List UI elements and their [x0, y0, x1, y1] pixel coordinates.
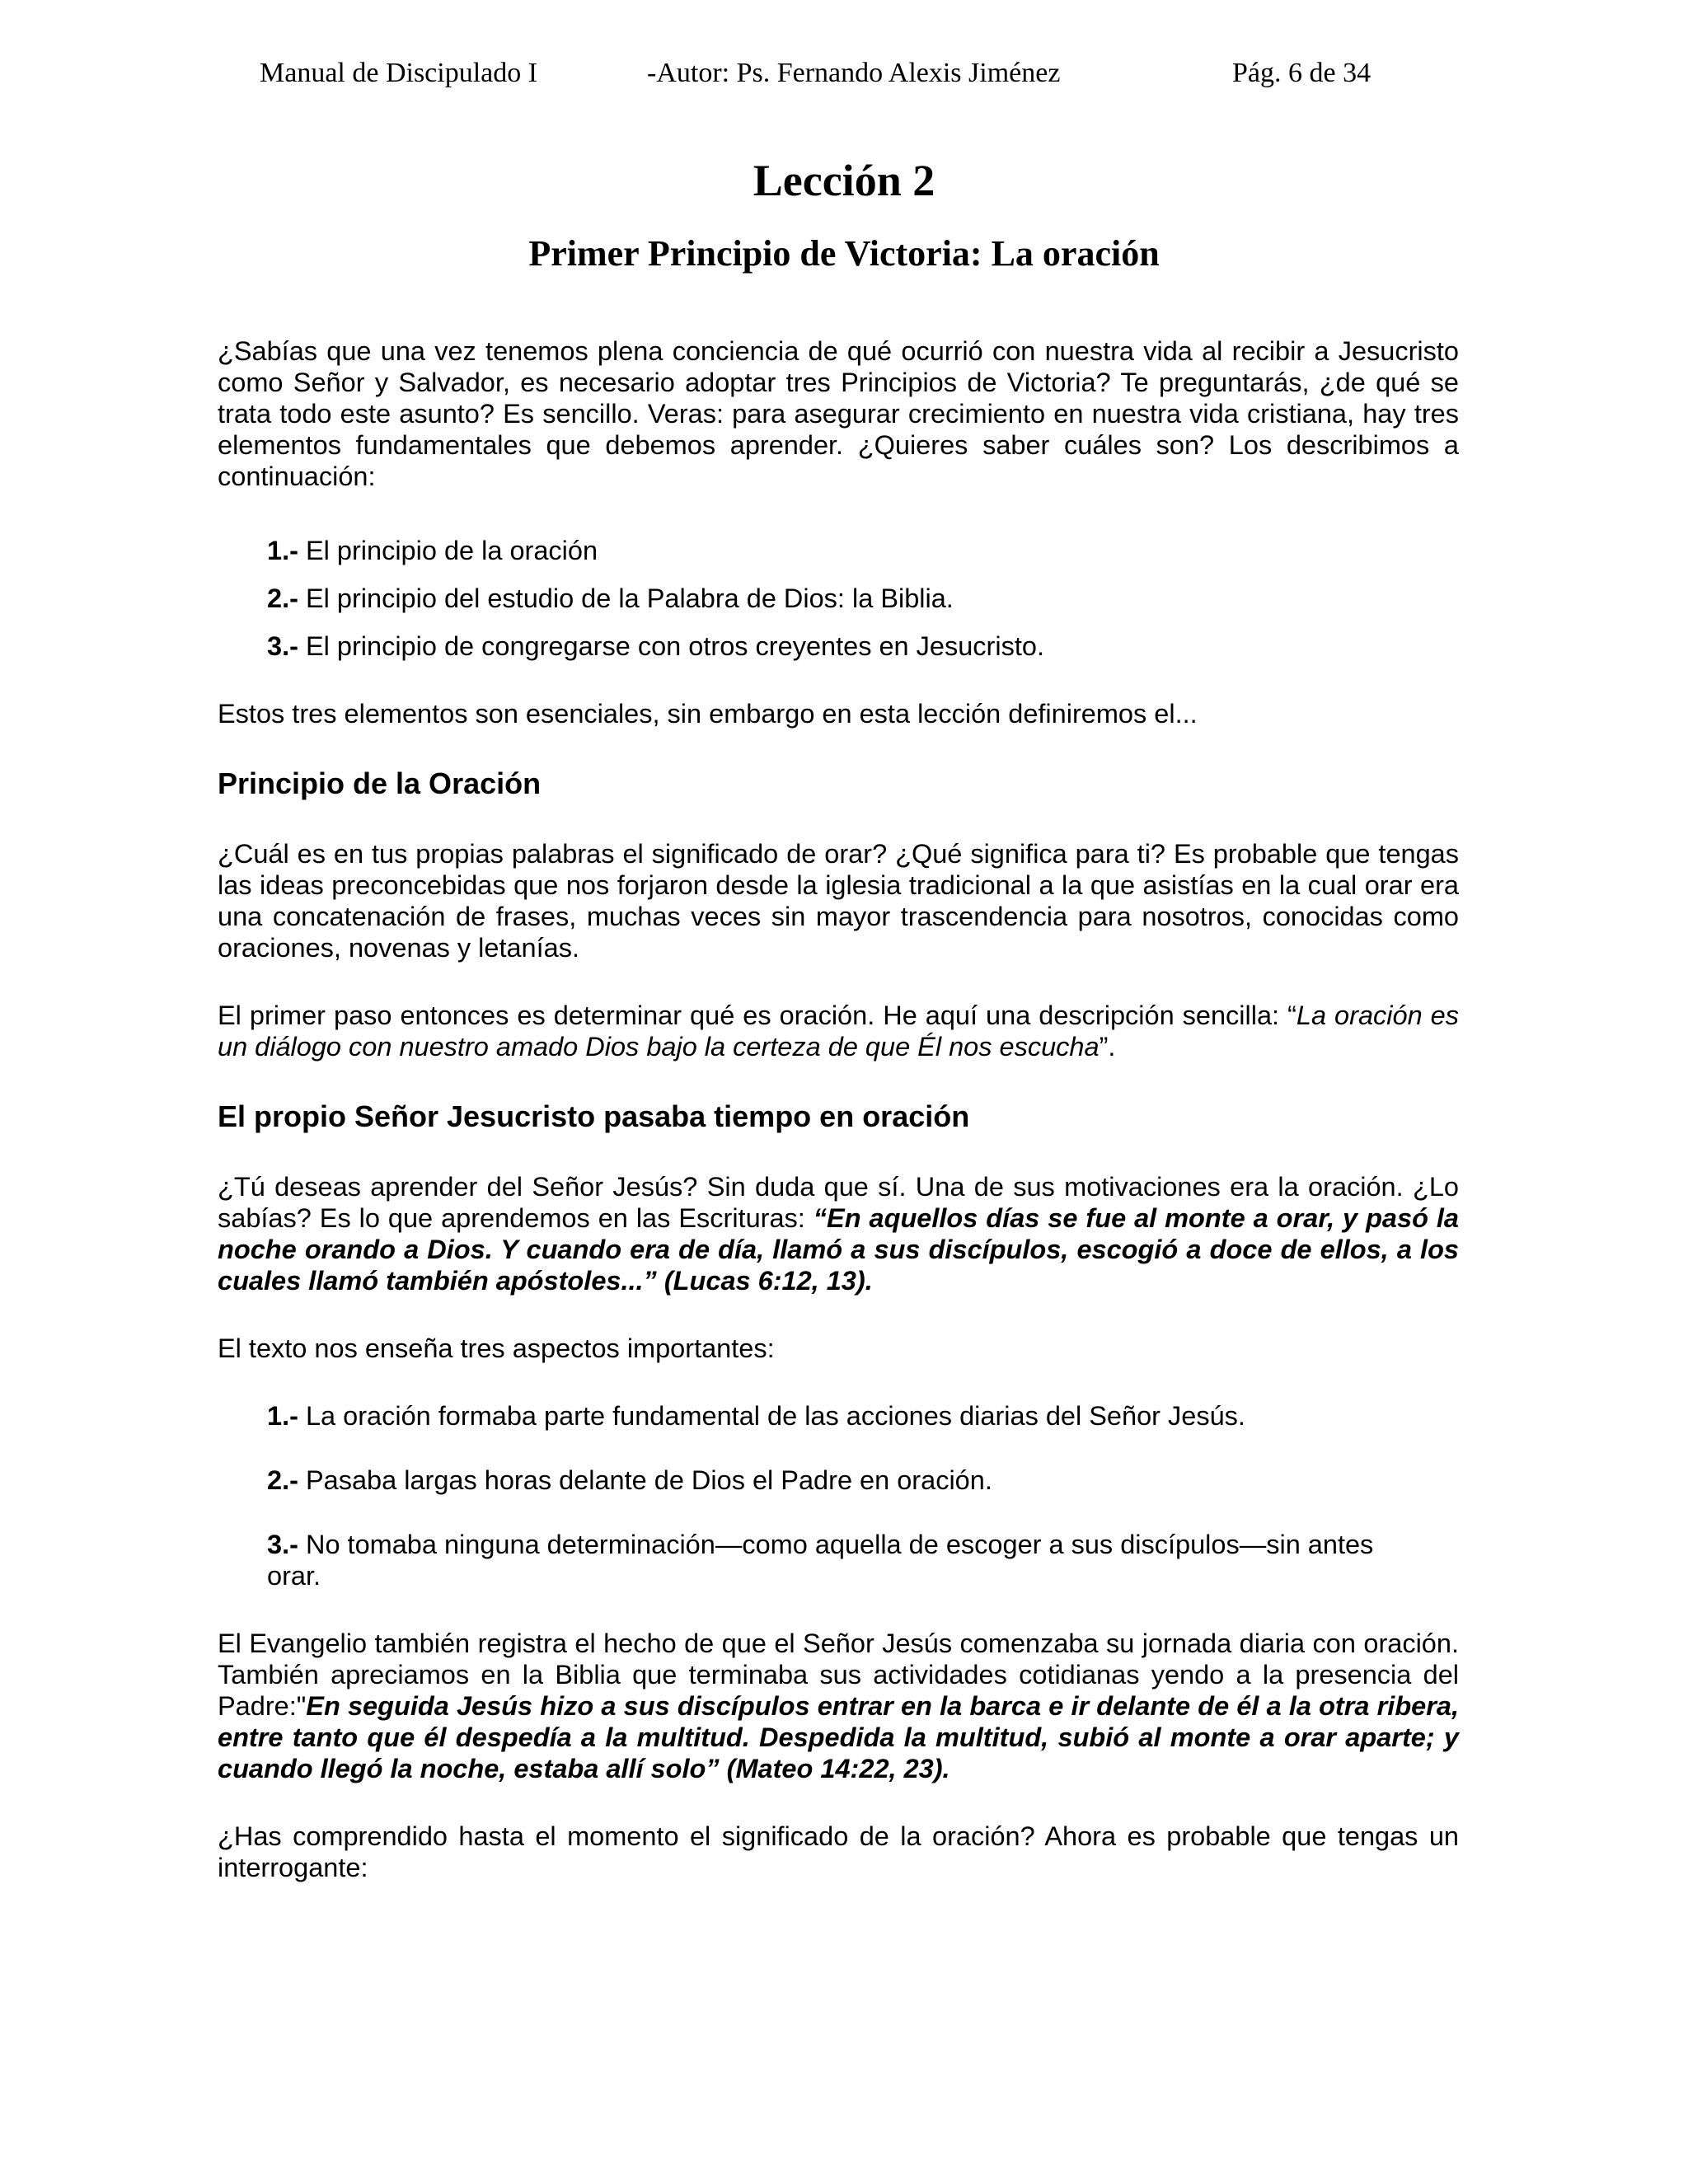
list-text: La oración formaba parte fundamental de las acciones diarias del Señor Jesús. — [298, 1401, 1245, 1431]
luke-paragraph — [218, 1171, 1459, 1296]
matthew-quote: En seguida Jesús hizo a sus discípulos entrar en la barca e ir delante de él a la otra ribera, entre tanto que él despedía a la multitud. Despedida la multitud, subió al monte a orar aparte; y cuando llegó la noche, estaba allí solo” (Mateo 14:22, 23). — [218, 1691, 1459, 1783]
lesson-body — [218, 335, 1459, 1883]
intro-paragraph: ¿Sabías que una vez tenemos plena conciencia de qué ocurrió con nuestra vida al recibir a Jesucristo como Señor y Salvador, es necesario adoptar tres Principios de Victoria? Te preguntarás, ¿de qué se trata todo este asunto? Es sencillo. Veras: para asegurar crecimiento en nuestra vida cristiana, hay tres elementos fundamentales que debemos aprender. ¿Quieres saber cuáles son? Los describimos a continuación: — [218, 336, 1459, 491]
list-item — [218, 1465, 1459, 1496]
principles-list — [218, 535, 1459, 662]
section-heading-jesus-prayer: El propio Señor Jesucristo pasaba tiempo en oración — [218, 1099, 970, 1133]
list-text: El principio de la oración — [298, 536, 598, 565]
matthew-paragraph — [218, 1628, 1459, 1784]
header-page-number: Pág. 6 de 34 — [1232, 58, 1372, 88]
lesson-title: Lección 2 — [753, 156, 935, 205]
header-manual-title: Manual de Discipulado I — [260, 58, 538, 88]
list-item — [218, 630, 1459, 662]
header-author: -Autor: Ps. Fernando Alexis Jiménez — [647, 58, 1061, 88]
luke-quote: “En aquellos días se fue al monte a orar, y pasó la noche orando a Dios. Y cuando era de día, llamó a sus discípulos, escogió a doce de ellos, a los cuales llamó también apóstoles...” (Lucas 6:12, 13). — [218, 1203, 1459, 1296]
list-text: No tomaba ninguna determinación—como aquella de escoger a sus discípulos—sin antes orar. — [267, 1530, 1374, 1591]
aspects-list — [218, 1400, 1459, 1591]
luke-intro: ¿Tú deseas aprender del Señor Jesús? Sin duda que sí. Una de sus motivaciones era la oración. ¿Lo sabías? Es lo que aprendemos en las Escrituras: — [218, 1172, 1459, 1233]
list-number: 2.- — [267, 1465, 298, 1495]
list-number: 3.- — [267, 1530, 298, 1559]
list-item — [218, 1400, 1459, 1432]
page-header — [0, 58, 1688, 99]
closing-paragraph: ¿Has comprendido hasta el momento el significado de la oración? Ahora es probable que tengas un interrogante: — [218, 1821, 1459, 1882]
definition-close: ”. — [1099, 1032, 1116, 1062]
list-number: 1.- — [267, 1401, 298, 1431]
definition-quote: La oración es un diálogo con nuestro amado Dios bajo la certeza de que Él nos escucha — [218, 1001, 1459, 1062]
list-text: Pasaba largas horas delante de Dios el Padre en oración. — [298, 1465, 992, 1495]
list-text: El principio de congregarse con otros creyentes en Jesucristo. — [298, 631, 1044, 661]
definition-paragraph — [218, 1000, 1459, 1062]
list-item — [218, 583, 1459, 614]
list-item — [218, 1529, 1459, 1591]
meaning-paragraph: ¿Cuál es en tus propias palabras el significado de orar? ¿Qué significa para ti? Es probable que tengas las ideas preconcebidas que nos forjaron desde la iglesia tradicional a la que asistías en la cual orar era una concatenación de frases, muchas veces sin mayor trascendencia para nosotros, conocidas como oraciones, novenas y letanías. — [218, 839, 1459, 963]
lesson-subtitle: Primer Principio de Victoria: La oración — [528, 233, 1160, 274]
section-heading-principle: Principio de la Oración — [218, 766, 542, 800]
aspects-intro: El texto nos enseña tres aspectos importantes: — [218, 1333, 775, 1363]
list-number: 1.- — [267, 536, 298, 565]
transition-paragraph: Estos tres elementos son esenciales, sin embargo en esta lección definiremos el... — [218, 699, 1198, 729]
definition-intro: El primer paso entonces es determinar qué es oración. He aquí una descripción sencilla: “ — [218, 1001, 1296, 1030]
list-number: 3.- — [267, 631, 298, 661]
matthew-intro: El Evangelio también registra el hecho de que el Señor Jesús comenzaba su jornada diaria con oración. También apreciamos en la Biblia que terminaba sus actividades cotidianas yendo a la presencia del Padre:" — [218, 1629, 1459, 1721]
list-text: El principio del estudio de la Palabra de Dios: la Biblia. — [298, 583, 954, 613]
list-item — [218, 535, 1459, 566]
list-number: 2.- — [267, 583, 298, 613]
